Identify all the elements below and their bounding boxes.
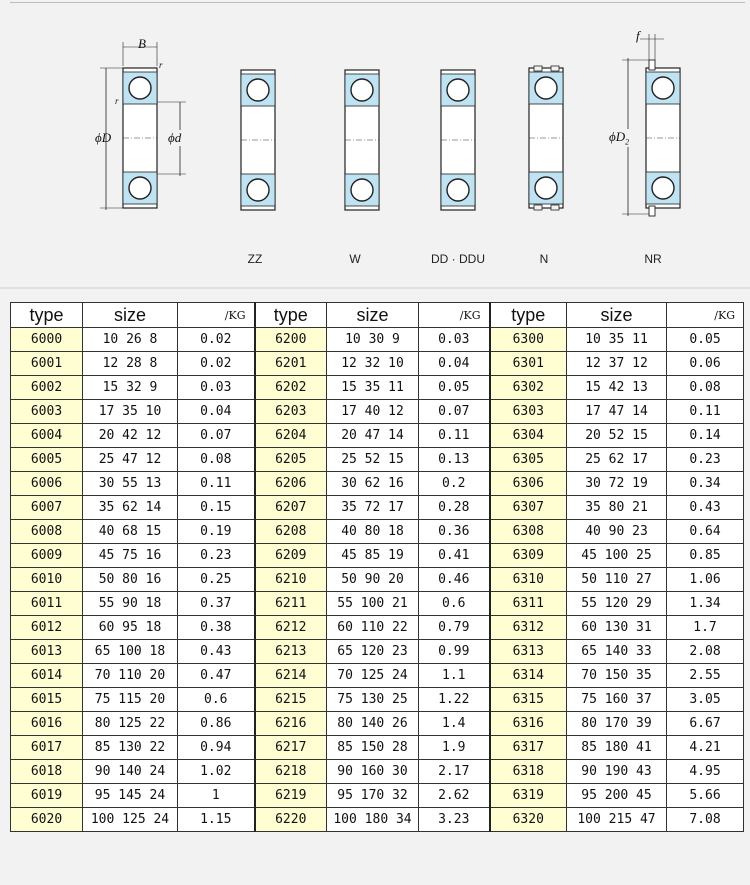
type-cell: 6011 bbox=[11, 592, 83, 616]
weight-cell: 0.6 bbox=[419, 592, 490, 616]
weight-cell: 1.06 bbox=[667, 568, 744, 592]
weight-cell: 0.15 bbox=[178, 496, 255, 520]
weight-cell: 0.04 bbox=[419, 352, 490, 376]
table-row bbox=[11, 400, 744, 424]
size-cell: 95 145 24 bbox=[83, 784, 178, 808]
size-cell: 50 110 27 bbox=[567, 568, 667, 592]
size-cell: 80 170 39 bbox=[567, 712, 667, 736]
weight-cell: 0.28 bbox=[419, 496, 490, 520]
size-cell: 75 160 37 bbox=[567, 688, 667, 712]
type-cell: 6309 bbox=[490, 544, 567, 568]
type-cell: 6014 bbox=[11, 664, 83, 688]
type-cell: 6303 bbox=[490, 400, 567, 424]
type-cell: 6308 bbox=[490, 520, 567, 544]
weight-cell: 5.66 bbox=[667, 784, 744, 808]
weight-cell: 0.02 bbox=[178, 328, 255, 352]
type-cell: 6315 bbox=[490, 688, 567, 712]
size-cell: 10 30 9 bbox=[327, 328, 419, 352]
weight-cell: 0.14 bbox=[667, 424, 744, 448]
size-cell: 55 100 21 bbox=[327, 592, 419, 616]
size-cell: 20 47 14 bbox=[327, 424, 419, 448]
type-cell: 6006 bbox=[11, 472, 83, 496]
weight-cell: 0.38 bbox=[178, 616, 255, 640]
table-row bbox=[11, 568, 744, 592]
variant-label-dd-ddu: DD · DDU bbox=[431, 252, 485, 266]
weight-cell: 0.37 bbox=[178, 592, 255, 616]
type-cell: 6304 bbox=[490, 424, 567, 448]
dimension-r-label: r bbox=[159, 60, 163, 70]
table-row bbox=[11, 784, 744, 808]
type-cell: 6018 bbox=[11, 760, 83, 784]
weight-cell: 0.64 bbox=[667, 520, 744, 544]
weight-cell: 0.99 bbox=[419, 640, 490, 664]
header-type: type bbox=[11, 303, 83, 328]
size-cell: 17 35 10 bbox=[83, 400, 178, 424]
size-cell: 70 150 35 bbox=[567, 664, 667, 688]
bearing-diagram bbox=[0, 0, 750, 295]
weight-cell: 0.07 bbox=[178, 424, 255, 448]
weight-cell: 0.43 bbox=[667, 496, 744, 520]
type-cell: 6214 bbox=[255, 664, 327, 688]
table-row bbox=[11, 544, 744, 568]
type-cell: 6316 bbox=[490, 712, 567, 736]
size-cell: 15 32 9 bbox=[83, 376, 178, 400]
weight-cell: 0.05 bbox=[667, 328, 744, 352]
weight-cell: 0.6 bbox=[178, 688, 255, 712]
weight-cell: 1.9 bbox=[419, 736, 490, 760]
size-cell: 20 52 15 bbox=[567, 424, 667, 448]
header-size: size bbox=[327, 303, 419, 328]
type-cell: 6008 bbox=[11, 520, 83, 544]
type-cell: 6201 bbox=[255, 352, 327, 376]
table-row bbox=[11, 376, 744, 400]
type-cell: 6017 bbox=[11, 736, 83, 760]
size-cell: 55 120 29 bbox=[567, 592, 667, 616]
dimension-bore-diameter-label: ϕd bbox=[168, 130, 182, 145]
table-row bbox=[11, 712, 744, 736]
bearing-n bbox=[529, 66, 563, 210]
type-cell: 6301 bbox=[490, 352, 567, 376]
type-cell: 6320 bbox=[490, 808, 567, 832]
size-cell: 40 90 23 bbox=[567, 520, 667, 544]
type-cell: 6317 bbox=[490, 736, 567, 760]
table-row bbox=[11, 520, 744, 544]
table-row bbox=[11, 616, 744, 640]
weight-cell: 0.06 bbox=[667, 352, 744, 376]
size-cell: 95 170 32 bbox=[327, 784, 419, 808]
weight-cell: 0.25 bbox=[178, 568, 255, 592]
table-row bbox=[11, 664, 744, 688]
size-cell: 30 55 13 bbox=[83, 472, 178, 496]
weight-cell: 0.11 bbox=[667, 400, 744, 424]
table-row bbox=[11, 472, 744, 496]
type-cell: 6210 bbox=[255, 568, 327, 592]
dimension-f-label: f bbox=[636, 28, 640, 43]
weight-cell: 1.22 bbox=[419, 688, 490, 712]
weight-cell: 1.02 bbox=[178, 760, 255, 784]
weight-cell: 4.95 bbox=[667, 760, 744, 784]
header-weight: /KG bbox=[178, 303, 255, 328]
type-cell: 6207 bbox=[255, 496, 327, 520]
size-cell: 25 62 17 bbox=[567, 448, 667, 472]
bearing-spec-table bbox=[10, 302, 744, 832]
weight-cell: 0.03 bbox=[178, 376, 255, 400]
size-cell: 30 62 16 bbox=[327, 472, 419, 496]
weight-cell: 3.05 bbox=[667, 688, 744, 712]
size-cell: 55 90 18 bbox=[83, 592, 178, 616]
weight-cell: 1.34 bbox=[667, 592, 744, 616]
type-cell: 6312 bbox=[490, 616, 567, 640]
weight-cell: 0.13 bbox=[419, 448, 490, 472]
size-cell: 40 68 15 bbox=[83, 520, 178, 544]
size-cell: 50 80 16 bbox=[83, 568, 178, 592]
weight-cell: 0.94 bbox=[178, 736, 255, 760]
type-cell: 6213 bbox=[255, 640, 327, 664]
type-cell: 6203 bbox=[255, 400, 327, 424]
variant-label-w: W bbox=[349, 252, 361, 266]
type-cell: 6016 bbox=[11, 712, 83, 736]
type-cell: 6205 bbox=[255, 448, 327, 472]
size-cell: 20 42 12 bbox=[83, 424, 178, 448]
size-cell: 35 62 14 bbox=[83, 496, 178, 520]
type-cell: 6212 bbox=[255, 616, 327, 640]
table-row bbox=[11, 448, 744, 472]
size-cell: 60 130 31 bbox=[567, 616, 667, 640]
variant-label-zz: ZZ bbox=[247, 252, 263, 266]
size-cell: 65 100 18 bbox=[83, 640, 178, 664]
weight-cell: 0.36 bbox=[419, 520, 490, 544]
size-cell: 25 52 15 bbox=[327, 448, 419, 472]
size-cell: 70 125 24 bbox=[327, 664, 419, 688]
size-cell: 17 40 12 bbox=[327, 400, 419, 424]
size-cell: 85 150 28 bbox=[327, 736, 419, 760]
type-cell: 6219 bbox=[255, 784, 327, 808]
size-cell: 65 120 23 bbox=[327, 640, 419, 664]
weight-cell: 0.23 bbox=[667, 448, 744, 472]
header-type: type bbox=[255, 303, 327, 328]
weight-cell: 6.67 bbox=[667, 712, 744, 736]
size-cell: 90 190 43 bbox=[567, 760, 667, 784]
size-cell: 85 130 22 bbox=[83, 736, 178, 760]
type-cell: 6310 bbox=[490, 568, 567, 592]
weight-cell: 0.41 bbox=[419, 544, 490, 568]
weight-cell: 0.11 bbox=[419, 424, 490, 448]
type-cell: 6015 bbox=[11, 688, 83, 712]
weight-cell: 1.4 bbox=[419, 712, 490, 736]
table-row bbox=[11, 328, 744, 352]
weight-cell: 2.55 bbox=[667, 664, 744, 688]
weight-cell: 2.17 bbox=[419, 760, 490, 784]
size-cell: 100 125 24 bbox=[83, 808, 178, 832]
type-cell: 6209 bbox=[255, 544, 327, 568]
type-cell: 6200 bbox=[255, 328, 327, 352]
type-cell: 6311 bbox=[490, 592, 567, 616]
type-cell: 6002 bbox=[11, 376, 83, 400]
variant-label-n: N bbox=[539, 252, 549, 266]
size-cell: 90 140 24 bbox=[83, 760, 178, 784]
table-body bbox=[11, 328, 744, 832]
weight-cell: 7.08 bbox=[667, 808, 744, 832]
table-row bbox=[11, 352, 744, 376]
size-cell: 45 75 16 bbox=[83, 544, 178, 568]
table-row bbox=[11, 688, 744, 712]
type-cell: 6005 bbox=[11, 448, 83, 472]
weight-cell: 2.08 bbox=[667, 640, 744, 664]
type-cell: 6010 bbox=[11, 568, 83, 592]
size-cell: 25 47 12 bbox=[83, 448, 178, 472]
type-cell: 6307 bbox=[490, 496, 567, 520]
weight-cell: 0.19 bbox=[178, 520, 255, 544]
weight-cell: 0.79 bbox=[419, 616, 490, 640]
type-cell: 6218 bbox=[255, 760, 327, 784]
weight-cell: 4.21 bbox=[667, 736, 744, 760]
type-cell: 6001 bbox=[11, 352, 83, 376]
type-cell: 6202 bbox=[255, 376, 327, 400]
bearing-w bbox=[345, 70, 379, 210]
weight-cell: 1.15 bbox=[178, 808, 255, 832]
header-weight: /KG bbox=[419, 303, 490, 328]
size-cell: 75 130 25 bbox=[327, 688, 419, 712]
size-cell: 17 47 14 bbox=[567, 400, 667, 424]
type-cell: 6013 bbox=[11, 640, 83, 664]
size-cell: 80 125 22 bbox=[83, 712, 178, 736]
size-cell: 15 35 11 bbox=[327, 376, 419, 400]
weight-cell: 0.23 bbox=[178, 544, 255, 568]
size-cell: 40 80 18 bbox=[327, 520, 419, 544]
size-cell: 45 85 19 bbox=[327, 544, 419, 568]
bearing-zz bbox=[241, 70, 275, 210]
type-cell: 6318 bbox=[490, 760, 567, 784]
weight-cell: 0.85 bbox=[667, 544, 744, 568]
table-row bbox=[11, 760, 744, 784]
size-cell: 12 37 12 bbox=[567, 352, 667, 376]
weight-cell: 1.7 bbox=[667, 616, 744, 640]
size-cell: 50 90 20 bbox=[327, 568, 419, 592]
weight-cell: 3.23 bbox=[419, 808, 490, 832]
size-cell: 35 80 21 bbox=[567, 496, 667, 520]
table-row bbox=[11, 424, 744, 448]
size-cell: 100 215 47 bbox=[567, 808, 667, 832]
weight-cell: 0.05 bbox=[419, 376, 490, 400]
header-size: size bbox=[83, 303, 178, 328]
table-row bbox=[11, 808, 744, 832]
type-cell: 6020 bbox=[11, 808, 83, 832]
type-cell: 6306 bbox=[490, 472, 567, 496]
bearing-nr bbox=[622, 34, 680, 216]
type-cell: 6313 bbox=[490, 640, 567, 664]
type-cell: 6319 bbox=[490, 784, 567, 808]
size-cell: 10 35 11 bbox=[567, 328, 667, 352]
type-cell: 6300 bbox=[490, 328, 567, 352]
table-row bbox=[11, 640, 744, 664]
size-cell: 80 140 26 bbox=[327, 712, 419, 736]
table-row bbox=[11, 592, 744, 616]
size-cell: 70 110 20 bbox=[83, 664, 178, 688]
type-cell: 6305 bbox=[490, 448, 567, 472]
dimension-r-label-inner: r bbox=[115, 96, 119, 106]
type-cell: 6204 bbox=[255, 424, 327, 448]
dimension-b-label: B bbox=[138, 36, 146, 51]
size-cell: 12 28 8 bbox=[83, 352, 178, 376]
weight-cell: 0.08 bbox=[178, 448, 255, 472]
size-cell: 75 115 20 bbox=[83, 688, 178, 712]
weight-cell: 1 bbox=[178, 784, 255, 808]
size-cell: 100 180 34 bbox=[327, 808, 419, 832]
size-cell: 35 72 17 bbox=[327, 496, 419, 520]
type-cell: 6007 bbox=[11, 496, 83, 520]
size-cell: 30 72 19 bbox=[567, 472, 667, 496]
type-cell: 6211 bbox=[255, 592, 327, 616]
weight-cell: 0.43 bbox=[178, 640, 255, 664]
header-weight: /KG bbox=[667, 303, 744, 328]
type-cell: 6009 bbox=[11, 544, 83, 568]
weight-cell: 0.04 bbox=[178, 400, 255, 424]
weight-cell: 0.46 bbox=[419, 568, 490, 592]
size-cell: 10 26 8 bbox=[83, 328, 178, 352]
weight-cell: 0.47 bbox=[178, 664, 255, 688]
weight-cell: 0.03 bbox=[419, 328, 490, 352]
table-row bbox=[11, 736, 744, 760]
dimension-snap-ring-diameter-label: $\phi D_2$ bbox=[609, 129, 630, 147]
size-cell: 65 140 33 bbox=[567, 640, 667, 664]
weight-cell: 0.07 bbox=[419, 400, 490, 424]
type-cell: 6215 bbox=[255, 688, 327, 712]
weight-cell: 0.34 bbox=[667, 472, 744, 496]
type-cell: 6302 bbox=[490, 376, 567, 400]
weight-cell: 2.62 bbox=[419, 784, 490, 808]
size-cell: 90 160 30 bbox=[327, 760, 419, 784]
size-cell: 12 32 10 bbox=[327, 352, 419, 376]
header-type: type bbox=[490, 303, 567, 328]
type-cell: 6003 bbox=[11, 400, 83, 424]
type-cell: 6019 bbox=[11, 784, 83, 808]
size-cell: 85 180 41 bbox=[567, 736, 667, 760]
type-cell: 6220 bbox=[255, 808, 327, 832]
type-cell: 6208 bbox=[255, 520, 327, 544]
type-cell: 6314 bbox=[490, 664, 567, 688]
dimension-outer-diameter-label: ϕD bbox=[95, 130, 112, 145]
weight-cell: 0.08 bbox=[667, 376, 744, 400]
weight-cell: 0.86 bbox=[178, 712, 255, 736]
type-cell: 6012 bbox=[11, 616, 83, 640]
size-cell: 60 110 22 bbox=[327, 616, 419, 640]
weight-cell: 0.02 bbox=[178, 352, 255, 376]
bearing-main bbox=[100, 42, 186, 210]
weight-cell: 0.11 bbox=[178, 472, 255, 496]
variant-label-nr: NR bbox=[644, 252, 662, 266]
size-cell: 95 200 45 bbox=[567, 784, 667, 808]
weight-cell: 1.1 bbox=[419, 664, 490, 688]
type-cell: 6217 bbox=[255, 736, 327, 760]
header-size: size bbox=[567, 303, 667, 328]
bearing-dd-ddu bbox=[441, 70, 475, 210]
size-cell: 60 95 18 bbox=[83, 616, 178, 640]
size-cell: 15 42 13 bbox=[567, 376, 667, 400]
table-header-row bbox=[11, 303, 744, 328]
type-cell: 6000 bbox=[11, 328, 83, 352]
size-cell: 45 100 25 bbox=[567, 544, 667, 568]
weight-cell: 0.2 bbox=[419, 472, 490, 496]
type-cell: 6206 bbox=[255, 472, 327, 496]
type-cell: 6216 bbox=[255, 712, 327, 736]
table-row bbox=[11, 496, 744, 520]
type-cell: 6004 bbox=[11, 424, 83, 448]
